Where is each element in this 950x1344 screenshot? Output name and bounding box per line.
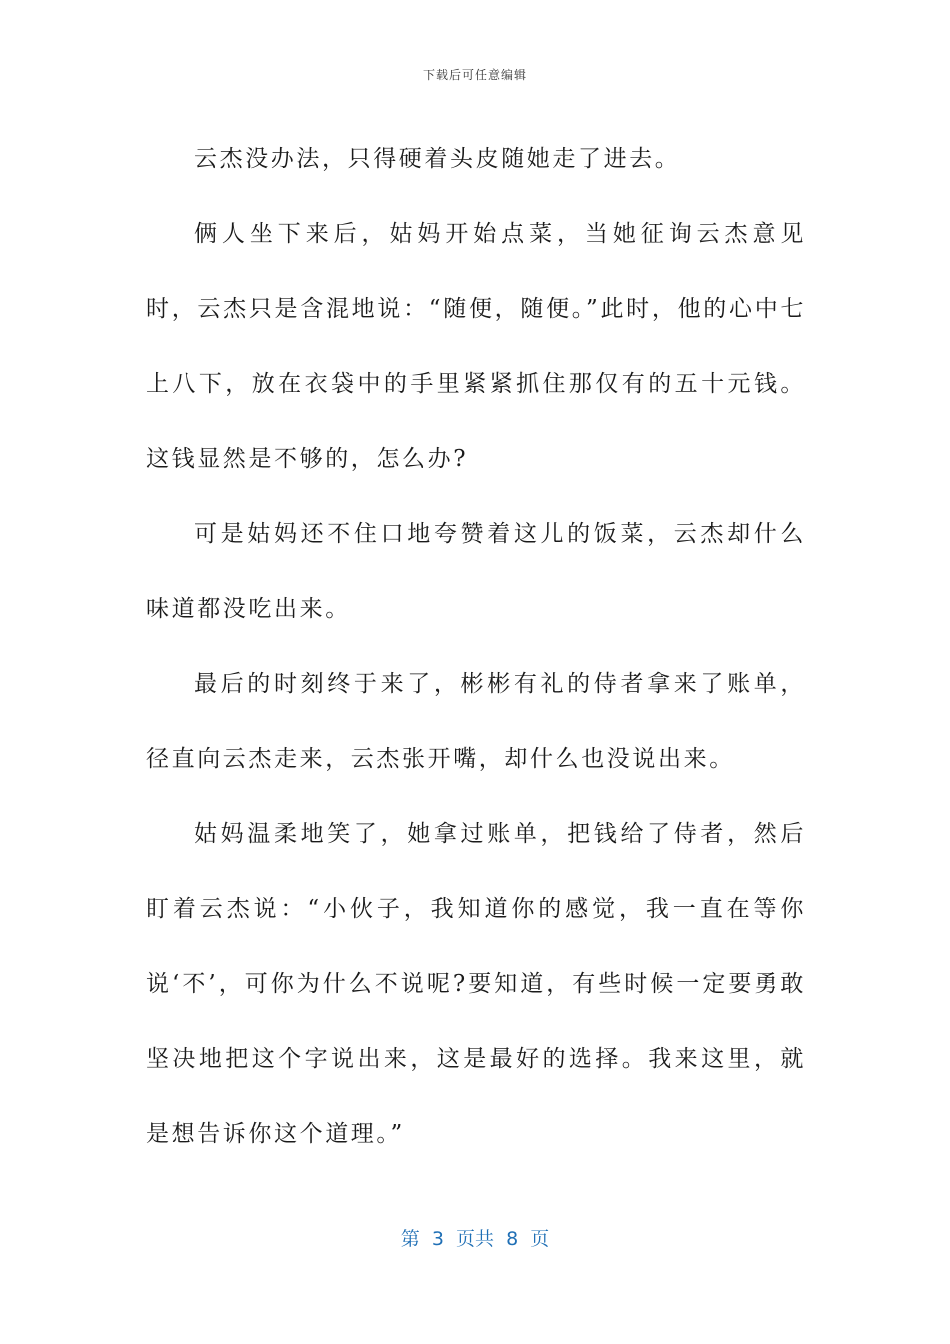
paragraph-4: 最后的时刻终于来了，彬彬有礼的侍者拿来了账单，径直向云杰走来，云杰张开嘴，却什么也没说出来。 [146, 671, 806, 772]
paragraph-2: 俩人坐下来后，姑妈开始点菜，当她征询云杰意见时，云杰只是含混地说：“随便，随便。”此时，他的心中七上八下，放在衣袋中的手里紧紧抓住那仅有的五十元钱。这钱显然是不够的，怎么办? [146, 221, 806, 472]
paragraph-3: 可是姑妈还不住口地夸赞着这儿的饭菜，云杰却什么味道都没吃出来。 [146, 521, 806, 622]
document-body [146, 122, 806, 1172]
page-number-footer: 第 3 页共 8 页 [400, 1228, 550, 1250]
page-header: 下载后可任意编辑 [422, 68, 527, 82]
paragraph-5: 姑妈温柔地笑了，她拿过账单，把钱给了侍者，然后盯着云杰说：“小伙子，我知道你的感觉，我一直在等你说‘不’，可你为什么不说呢?要知道，有些时候一定要勇敢坚决地把这个字说出来，这是最好的选择。我来这里，就是想告诉你这个道理。” [146, 821, 806, 1147]
paragraph-1: 云杰没办法，只得硬着头皮随她走了进去。 [194, 146, 681, 172]
